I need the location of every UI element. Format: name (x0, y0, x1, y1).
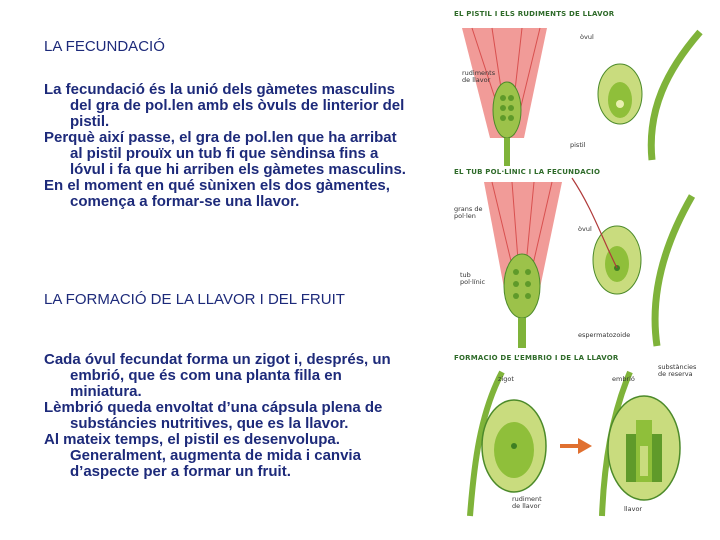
label-grans: grans de pol·len (454, 205, 483, 220)
fecundacio-illustration (452, 168, 710, 350)
figure-pistil-panel (452, 10, 710, 168)
paragraph: La fecundació és la unió dels gàmetes masculins del gra de pol.len amb els òvuls de linterior del pistil. (44, 81, 405, 130)
label-embrio: embrió (612, 375, 635, 383)
label-zigot: zigot (498, 375, 514, 383)
label-rudiment: rudiment de llavor (512, 495, 542, 510)
figure-title: EL PISTIL I ELS RUDIMENTS DE LLAVOR (454, 10, 615, 18)
paragraph: En el moment en qué sùnixen els dos gàmentes, comença a formar-se una llavor. (44, 177, 390, 210)
label-rudiments: rudiments de llavor (462, 69, 496, 84)
label-substancies: substàncies de reserva (658, 363, 697, 378)
figure-title: EL TUB POL·LÍNIC I LA FECUNDACIÓ (454, 168, 601, 176)
label-tub: tub pol·línic (460, 271, 486, 286)
label-pistil: pistil (570, 141, 586, 149)
label-espermatozoide: espermatozoide (578, 331, 631, 339)
section-body-llavor (44, 352, 409, 480)
paragraph: Cada óvul fecundat forma un zigot i, després, un embrió, que és com una planta filla en miniatura. (44, 351, 391, 400)
paragraph: Lèmbrió queda envoltat d’una cápsula plena de substáncies nutritives, que es la llavor. (44, 399, 383, 432)
label-ovul: òvul (580, 33, 594, 41)
figure-embrio-panel (452, 354, 710, 520)
section-heading-fecundacio: LA FECUNDACIÓ (44, 38, 165, 55)
section-body-fecundacio (44, 82, 409, 210)
label-llavor: llavor (624, 505, 643, 513)
label-ovul: òvul (578, 225, 592, 233)
section-heading-llavor: LA FORMACIÓ DE LA LLAVOR I DEL FRUIT (44, 291, 345, 308)
paragraph: Perquè així passe, el gra de pol.len que ha arribat al pistil prouïx un tub fi que sèndinsa fins a lóvul i fa que hi arriben els gàmetes masculins. (44, 129, 406, 178)
paragraph: Al mateix temps, el pistil es desenvolupa. Generalment, augmenta de mida i canvia d’aspecte per a formar un fruit. (44, 431, 361, 480)
embrio-illustration (452, 354, 710, 520)
figure-title: FORMACIÓ DE L’EMBRIÓ I DE LA LLAVOR (454, 354, 619, 362)
figure-tub-panel (452, 168, 710, 350)
